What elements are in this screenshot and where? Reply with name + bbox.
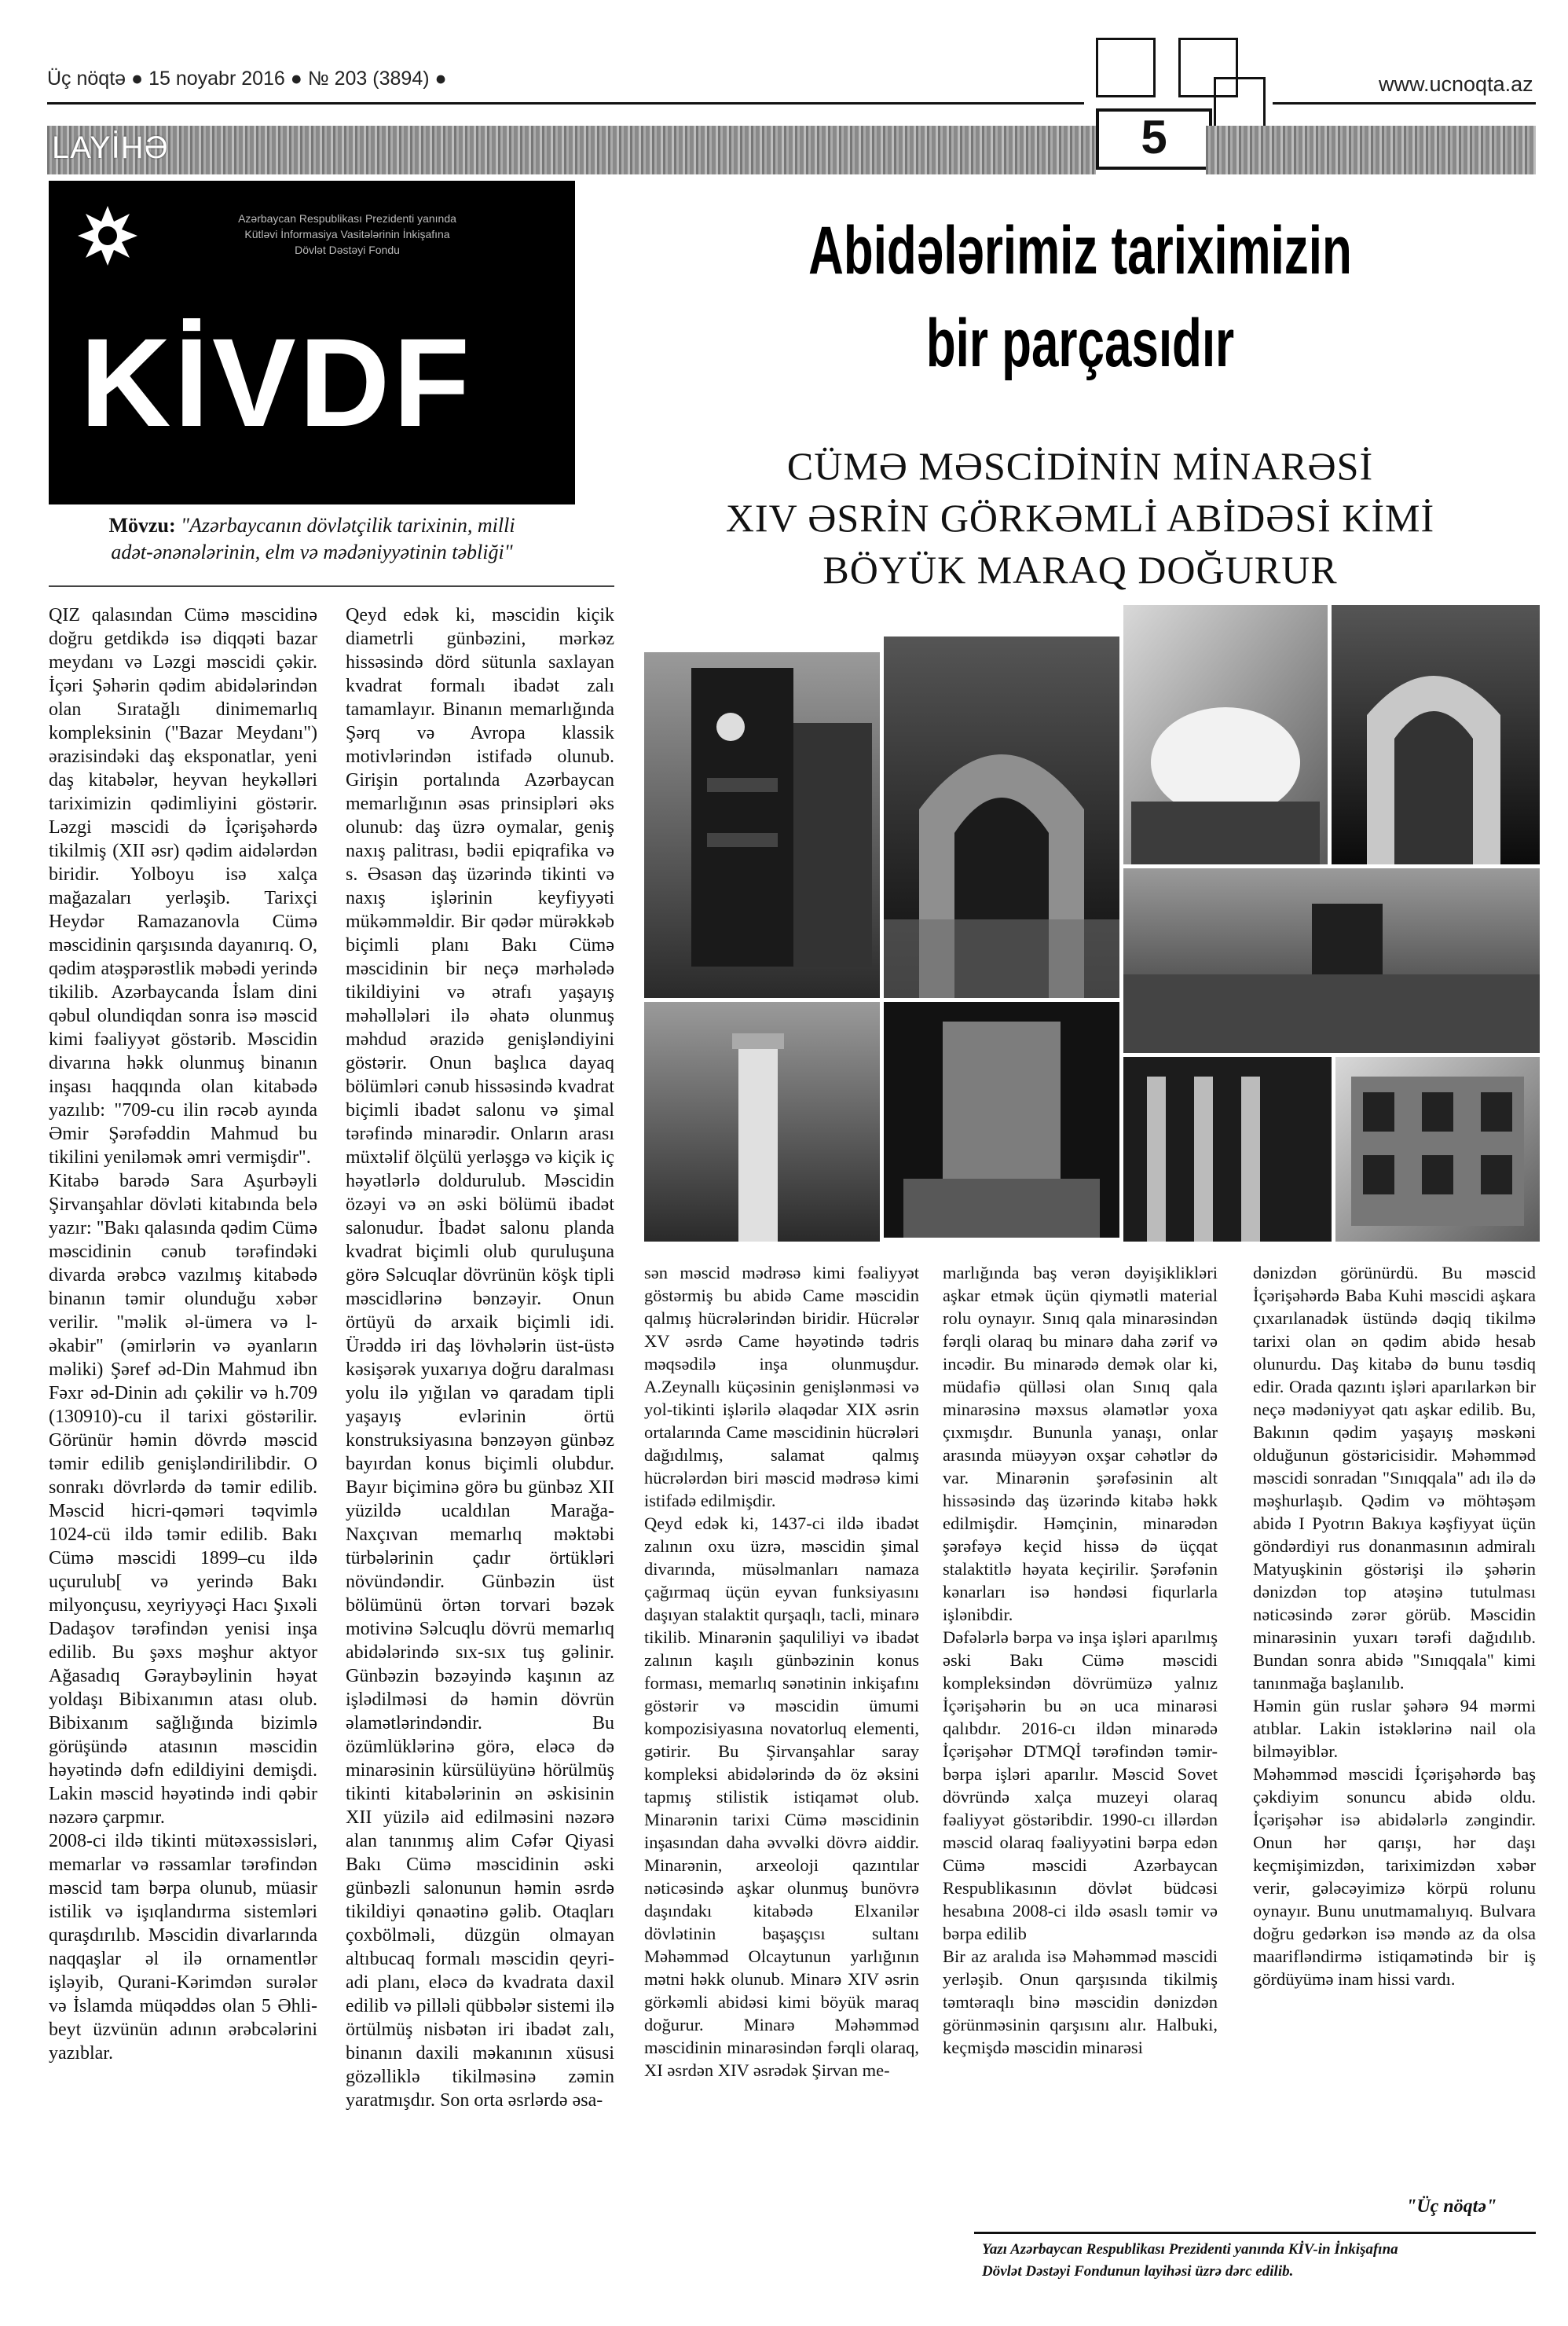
section-band [47, 126, 1096, 174]
article-column-1: QIZ qalasından Cümə məscidinə doğru getdikdə isə diqqəti bazar meydanı və Ləzgi məscidi çəkir. İçəri Şəhərin qədim abidələrindən olan Sıratağlı dinimemarlıq kompleksinin ("Bazar Meydanı") ərazisindəki daş eksponatlar, yeni daş kitabələr, heyvan heykəlləri tariximizin qədimliyini göstərir. Ləzgi məscidi də İçərişəhərdə tikilmiş (XII əsr) qədim aidələrdən biridir. Yolboyu isə xalça mağazaları yerləşib. Tarixçi Heydər Ramazanovla Cümə məscidinin qarşısında dayanırıq. O, qədim atəşpərəstlik məbədi yerində tikilib. Azərbaycanda İslam dini qəbul olundiqdan sonra isə məscid kimi fəaliyyət göstərib. Məscidin divarına həkk olunmuş binanın inşası haqqında olan kitabədə yazılıb: "709-cu ilin rəcəb ayında Əmir Şərəfəddin Mahmud bu tikilini yeniləmək əmri vermişdir". Kitabə barədə Sara Aşurbəyli Şirvanşahlar dövləti kitabında belə yazır: "Bakı qalasında qədim Cümə məscidinin cənub tərəfindəki divarda ərəbcə vazılmış kitabədə binanın təmir olunduğu xəbər verilir. "məlik əl-ümera və l-əkabir" (əmirlərin və əyanların məliki) Şəref əd-Din Mahmud ibn Fəxr əd-Dinin adı çəkilir və h.709 (130910)-cu il tarixi göstərilir. Görünür həmin dövrdə məscid təmir edilib genişləndirilibdir. O sonrakı dövrlərdə də təmir edilib. Məscid hicri-qəməri təqvimlə 1024-cü ildə təmir edilib. Bakı Cümə məscidi 1899–cu ildə uçurulub[ və yerində Bakı milyonçusu, xeyriyyəçi Hacı Şıxəli Dadaşov tərəfindən yenisi inşa edilib. Bu şəxs məşhur aktyor Ağasadıq Gəraybəylinin həyat yoldaşı Bibixanımın atası olub. Bibixanım sağlığında bizimlə görüşündə atasının məscidin həyətində dəfn edildiyini demişdi. Lakin məscid həyətində indi qəbir nəzərə çarpmır. 2008-ci ildə tikinti mütəxəssisləri, memarlar və rəssamlar tərəfindən məscid tam bərpa olunub, müasir istilik və işıqlandırma sistemləri quraşdırılıb. Məscidin divarlarında naqqaşlar əl ilə ornamentlər işləyib, Qurani-Kərimdən surələr və İslamda müqəddəs olan 5 Əhli-beyt üzvünün adının ərəbcələrini yazıblar. [49, 605, 317, 2064]
photo-collage [644, 605, 1540, 1242]
page-ornament-square [1214, 77, 1266, 129]
section-band-right [1206, 126, 1536, 174]
topic-caption [49, 512, 575, 566]
header-rule-right [1273, 102, 1536, 105]
bullet-icon: ● [290, 68, 302, 90]
page-number: 5 [1096, 108, 1212, 170]
kivdf-logo [49, 181, 575, 504]
article-subtitle-line: XIV ƏSRİN GÖRKƏMLİ ABİDƏSİ KİMİ [725, 496, 1435, 540]
header-rule [47, 102, 1084, 105]
photo-collage-image [644, 605, 1540, 1242]
credit-rule [974, 2232, 1536, 2234]
article-subtitle-line: CÜMƏ MƏSCİDİNİN MİNARƏSİ [786, 444, 1374, 488]
topic-label: Mövzu: [108, 514, 176, 537]
issue-number: № 203 (3894) [307, 68, 430, 90]
article-column-4: marlığında baş verən dəyişiklikləri aşkar etmək üçün qiymətli material rolu oynayır. Sınıq qala minarəsindən fərqli olaraq bu minarə daha zərif və incədir. Bu minarədə demək olar ki, müdafiə qülləsi olan Sınıq qala minarəsinə məxsus əlamətlər yoxa çıxmışdır. Bununla yanaşı, onlar arasında müəyyən oxşar cəhətlər də var. Minarənin şərəfəsinin alt hissəsində daş üzərində kitabə həkk edilmişdir. Həmçinin, minarədən şərəfəyə keçid hissə də üçqat stalaktitlə həyata keçirilir. Şərəfənin kənarları isə həndəsi fiqurlarla işlənibdir. Dəfələrlə bərpa və inşa işləri aparılmış əski Bakı Cümə məscidi kompleksindən dövrümüzə yalnız İçərişəhərin bu ən uca minarəsi qalıbdır. 2016-cı ildən minarədə İçərişəhər DTMQİ tərəfindən təmir-bərpa işləri aparılır. Məscid Sovet dövründə xalça muzeyi olaraq fəaliyyət göstəribdir. 1990-cı illərdən məscid olaraq fəaliyyətini bərpa edən Cümə məscidi Azərbaycan Respublikasının dövlət büdcəsi hesabına 2008-ci ildə əsaslı təmir və bərpa edilib Bir az aralıda isə Məhəmməd məscidi yerləşib. Onun qarşısında tikilmiş təmtəraqlı binə məscidin dənizdən görünməsinin qarşısını alır. Halbuki, keçmişdə məscidin minarəsi [943, 1263, 1218, 2057]
website-link[interactable]: www.ucnoqta.az [1379, 72, 1533, 96]
paper-name: Üç nöqtə [47, 68, 126, 90]
fund-name-line: Azərbaycan Respublikası Prezidenti yanında [238, 212, 456, 225]
article-title [621, 204, 1540, 390]
fund-abbreviation: KİVDF [80, 312, 473, 453]
topic-text-line: "Azərbaycanın dövlətçilik tarixinin, milli [181, 514, 515, 537]
article-title-line: bir parçasıdır [925, 306, 1235, 381]
star-icon [76, 204, 139, 267]
publication-credit-line: Dövlət Dəstəyi Fondunun layihəsi üzrə dərc edilib. [982, 2263, 1294, 2280]
article-column-3: sən məscid mədrəsə kimi fəaliyyət göstərmiş bu abidə Came məscidin qalmış hücrələrindən biridir. Hücrələr XV əsrdə Came həyətində tədris məqsədilə inşa olunmuşdur. A.Zeynallı küçəsinin genişlənməsi və yol-tikinti işlərilə əlaqədar XIX əsrin ortalarında Came məscidinin hücrələri dağıdılmış, salamat qalmış hücrələrdən biri məscid mədrəsə kimi istifadə edilmişdir. Qeyd edək ki, 1437-ci ildə ibadət zalının oxu üzrə, məscidin şimal divarında, müsəlmanları namaza çağırmaq üçün eyvan funksiyasını daşıyan stalaktit qurşaqlı, tacli, minarə tikilib. Minarənin şaquliliyi və ibadət zalının kaşılı günbəzinin konus forması, memarlıq sənətinin inkişafını göstərir və məscidin ümumi kompozisiyasına novatorluq elementi, gətirir. Bu Şirvanşahlar saray kompleksi abidələrində də öz əksini tapmış stilistik istiqamət olub. Minarənin tarixi Cümə məscidinin inşasından daha əvvəlki dövrə aiddir. Minarənin, arxeoloji qazıntılar nəticəsində aşkar olunmuş bunövrə daşındakı kitabədə Elxanilər dövlətinin başaşçısı sultanı Məhəmməd Olcaytunun yarlığının mətni həkk olunub. Minarə XIV əsrin görkəmli abidəsi kimi böyük maraq doğurur. Minarə Məhəmməd məscidinin minarəsindən fərqli olaraq, XI əsrdən XIV əsrədək Şirvan me- [644, 1263, 919, 2080]
article-subtitle [621, 440, 1540, 596]
topic-text-line: adət-ənənələrinin, elm və mədəniyyətinin təbliği" [111, 541, 513, 563]
author-signature: "Üç nöqtə" [1406, 2196, 1497, 2217]
bullet-icon: ● [131, 68, 144, 90]
fund-name [143, 211, 551, 258]
bullet-icon: ● [434, 68, 447, 90]
article-subtitle-line: BÖYÜK MARAQ DOĞURUR [822, 548, 1338, 592]
article-column-5: dənizdən görünürdü. Bu məscid İçərişəhərdə Baba Kuhi məscidi aşkara çıxarılanadək üstündə dəqiq tikilmə tarixi olan ən qədim abidə hesab olunurdu. Daş kitabə də bunu təsdiq edir. Orada qazıntı işləri aparılarkən bir neçə mədəniyyət qatı aşkar edilib. Bu, Bakının qədim yaşayış məskəni olduğunun göstəricisidir. Məhəmməd məscidi sonradan "Sınıqqala" adı ilə də məşhurlaşıb. Qədim və möhtəşəm abidə I Pyotrın Bakıya kəşfiyyat üçün göndərdiyi rus donanmasının admiralı Matyuşkinin göstərişi ilə şəhərin dənizdən top atəşinə tutulması nəticəsində zərər görüb. Məscidin minarəsinin yuxarı tərəfi dağıdılıb. Bundan sonra abidə "Sınıqqala" kimi tanınmağa başlanılıb. Həmin gün ruslar şəhərə 94 mərmi atıblar. Lakin istəklərinə nail ola bilməyiblər. Məhəmməd məscidi İçərişəhərdə baş çəkdiyim sonuncu abidə oldu. İçərişəhər isə abidələrlə zəngindir. Onun hər qarışı, hər daşı keçmişimizdən, tariximizdən xəbər verir, gələcəyimizə körpü rolunu oynayır. Bunu unutmamalıyıq. Bulvara doğru gedərkən isə məndə az da olsa maarifləndirmə istiqamətində bir iş gördüyümə inam hissi vardı. [1253, 1263, 1536, 1989]
article-title-line: Abidələrimiz tariximizin [808, 213, 1352, 288]
publication-credit-line: Yazı Azərbaycan Respublikası Prezidenti yanında KİV-in İnkişafına [982, 2241, 1398, 2258]
article-column-2: Qeyd edək ki, məscidin kiçik diametrli günbəzini, mərkəz hissəsində dörd sütunla saxlayan kvadrat formalı ibadət zalı tamamlayır. Binanın memarlığında Şərq və Avropa klassik motivlərindən istifadə olunub. Girişin portalında Azərbaycan memarlığının əsas prinsipləri əks olunub: daş üzrə oymalar, geniş naxış palitrası, bədii epiqrafika və s. Əsasən daş üzərində tikinti və naxış işlərinin keyfiyyəti mükəmməldir. Bir qədər mürəkkəb biçimli planı Bakı Cümə məscidinin bir neçə mərhələdə tikildiyini və ətrafı yaşayış məhəllələri ilə əhatə olunmuş məhdud ərazidə genişləndiyini göstərir. Onun başlıca dayaq bölümləri cənub hissəsində kvadrat biçimli ibadət salonu və şimal tərəfində minarədir. Onların arası müxtəlif ölçülü yerləşgə və kiçik iç həyətlərlə doldurulub. Məscidin özəyi və ən əski bölümü ibadət salonudur. İbadət salonu planda kvadrat biçimli olub quruluşuna görə Səlcuqlar dövrünün köşk tipli məscidlərinə bənzəyir. Onun örtüyü də arxaik biçimli idi. Ürəddə iri daş lövhələrin üst-üstə kəsişərək yuxarıya doğru daralması yolu ilə yığılan və qaradam tipli yaşayış evlərinin örtü konstruksiyasına bənzəyən günbəz bayırdan konus biçimli olubdur. Bayır biçiminə görə bu günbəz XII yüzildə ucaldılan Marağa-Naxçıvan memarlıq məktəbi türbələrinin çadır örtükləri növündəndir. Günbəzin üst bölümünü örtən torvari bəzək motivinə Səlcuqlu dövrü memarlıq abidələrində sıx-sıx tuş gəlinir. Günbəzin bəzəyində kaşının az işlədilməsi də həmin dövrün əlamətlərindəndir. Bu özümlüklərinə görə, eləcə də minarəsinin kürsülüyünə hörülmüş tikinti kitabələrinin ən əskisinin XII yüzilə aid edilməsini nəzərə alan tanınmış alim Cəfər Qiyasi Bakı Cümə məscidinin əski günbəzli salonunun həmin əsrdə tikildiyi qənaətinə gəlib. Otaqları çoxbölməli, düzgün olmayan altıbucaq formalı məscidin qeyri-adi planı, eləcə də kvadrata daxil edilib və pilləli qübbələr sistemi ilə örtülmüş nisbətən iri ibadət zalı, binanın daxili məkanının xüsusi gözəlliklə tikilməsinə zəmin yaratmışdır. Son orta əsrlərdə əsa- [346, 605, 614, 2111]
page-ornament-square [1096, 38, 1156, 97]
fund-name-line: Dövlət Dəstəyi Fondu [295, 244, 400, 256]
masthead-line [47, 68, 447, 90]
issue-date: 15 noyabr 2016 [148, 68, 285, 90]
topic-divider [49, 585, 614, 587]
fund-name-line: Kütləvi İnformasiya Vasitələrinin İnkişafına [244, 228, 450, 240]
section-label: LAYİHƏ [52, 130, 169, 165]
